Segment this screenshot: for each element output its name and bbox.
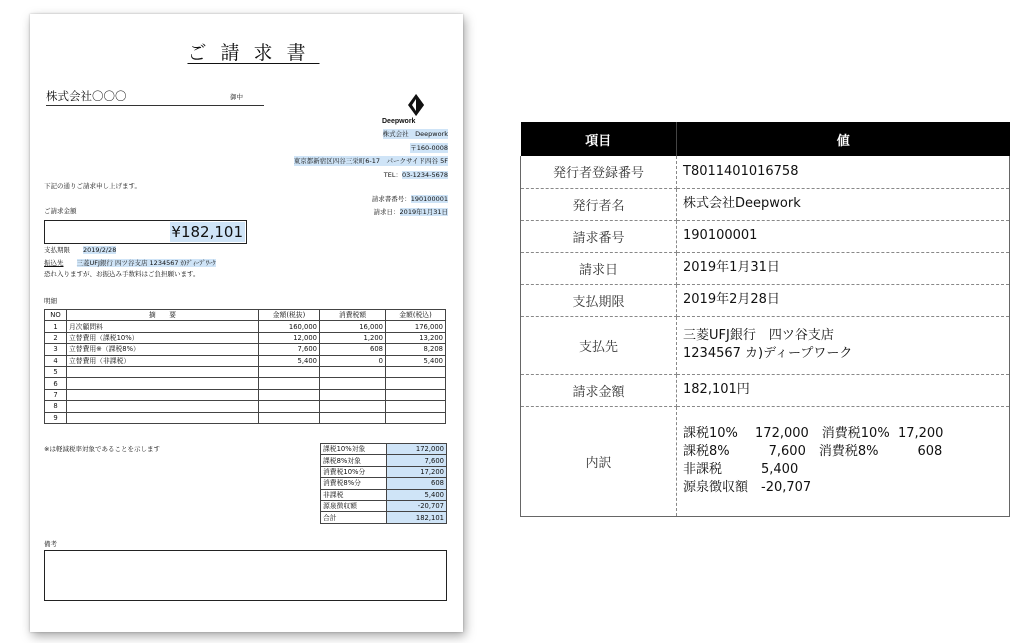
detail-table [44,309,446,424]
detail-cell-gross [386,378,446,389]
detail-cell-desc [67,412,259,423]
detail-cell-tax [320,389,386,400]
detail-cell-no: 7 [45,389,67,400]
detail-cell-gross [386,366,446,377]
extraction-row [521,284,1010,316]
detail-cell-desc [67,389,259,400]
detail-cell-desc [67,401,259,412]
header-key: 項目 [521,122,677,156]
summary-value: 17,200 [387,466,447,477]
extraction-key: 請求日 [521,252,677,284]
detail-cell-desc: 立替費用（課税10%） [67,332,259,343]
summary-value: 5,400 [387,489,447,500]
detail-cell-net [259,378,320,389]
col-gross: 金額(税込) [386,310,446,321]
deepwork-logo-icon [394,92,434,118]
detail-cell-no: 6 [45,378,67,389]
detail-cell-no: 3 [45,344,67,355]
extraction-key: 内訳 [521,406,677,516]
detail-cell-tax [320,412,386,423]
extraction-header [521,122,1010,156]
summary-row [321,500,447,511]
detail-cell-tax: 608 [320,344,386,355]
header-value: 値 [677,122,1010,156]
detail-cell-gross: 13,200 [386,332,446,343]
extraction-row [521,188,1010,220]
invoice-date: 請求日：2019年1月31日 [373,208,448,216]
detail-row [45,321,446,332]
remarks-box [44,550,447,601]
detail-row [45,344,446,355]
extraction-value: 190100001 [677,220,1010,252]
summary-value: 172,000 [387,444,447,455]
detail-cell-gross: 5,400 [386,355,446,366]
extraction-value: 株式会社Deepwork [677,188,1010,220]
extraction-value: 三菱UFJ銀行 四ツ谷支店 1234567 カ)ディープワーク [677,316,1010,374]
detail-cell-desc [67,378,259,389]
due-row: 支払期限 2019/2/28 [44,246,117,254]
amount-box [44,220,247,244]
detail-cell-net [259,401,320,412]
issuer-postal: 〒160-0008 [410,144,448,152]
summary-label: 非課税 [321,489,387,500]
detail-cell-desc: 立替費用※（課税8%） [67,344,259,355]
detail-cell-net [259,366,320,377]
col-net: 金額(税抜) [259,310,320,321]
col-no: NO [45,310,67,321]
summary-value: 182,101 [387,512,447,523]
extraction-key: 請求金額 [521,374,677,406]
col-tax: 消費税額 [320,310,386,321]
extraction-row [521,316,1010,374]
detail-row [45,355,446,366]
extraction-table [520,122,1010,517]
detail-cell-desc [67,366,259,377]
detail-cell-no: 8 [45,401,67,412]
detail-cell-no: 4 [45,355,67,366]
extraction-value: T8011401016758 [677,156,1010,188]
summary-row [321,489,447,500]
amount-value: ¥182,101 [171,223,243,241]
detail-cell-gross: 176,000 [386,321,446,332]
summary-row [321,455,447,466]
detail-cell-no: 9 [45,412,67,423]
detail-cell-no: 2 [45,332,67,343]
detail-cell-tax: 16,000 [320,321,386,332]
issuer-company: 株式会社 Deepwork [382,130,448,138]
extraction-key: 発行者名 [521,188,677,220]
detail-cell-gross [386,401,446,412]
recipient-suffix: 御中 [230,93,243,101]
detail-row [45,378,446,389]
detail-cell-desc: 立替費用（非課税） [67,355,259,366]
detail-cell-tax [320,401,386,412]
detail-row [45,389,446,400]
detail-cell-gross [386,389,446,400]
detail-cell-net: 160,000 [259,321,320,332]
reduced-rate-note: ※は軽減税率対象であることを示します [44,445,160,453]
detail-cell-net [259,412,320,423]
detail-cell-gross [386,412,446,423]
extraction-key: 支払先 [521,316,677,374]
logo-text: Deepwork [382,118,416,125]
extraction-value: 2019年2月28日 [677,284,1010,316]
remarks-label: 備考 [44,540,57,548]
detail-row [45,332,446,343]
detail-row [45,366,446,377]
summary-label: 源泉徴収額 [321,500,387,511]
extraction-value: 課税10% 172,000 消費税10% 17,200 課税8% 7,600 消費税8% 608 非課税 5,400 源泉徴収額 -20,707 [677,406,1010,516]
summary-row [321,466,447,477]
issuer-address: 東京都新宿区四谷三栄町6-17 パークサイド四谷 5F [293,157,448,165]
detail-cell-tax [320,366,386,377]
extraction-row [521,156,1010,188]
summary-label: 消費税8%分 [321,478,387,489]
extraction-key: 支払期限 [521,284,677,316]
detail-cell-no: 1 [45,321,67,332]
fee-note: 恐れ入りますが、お振込み手数料はご負担願います。 [44,270,200,278]
extraction-row [521,374,1010,406]
detail-label: 明細 [44,297,57,305]
summary-row [321,512,447,523]
invoice-title: ご請求書 [187,42,320,64]
bank-row: 振込先 三菱UFJ銀行 四ツ谷支店 1234567 ｶ)ﾃﾞｨｰﾌﾟﾜｰｸ [44,259,216,267]
invoice-document [30,14,463,632]
extraction-row [521,220,1010,252]
detail-row [45,412,446,423]
summary-row [321,478,447,489]
summary-value: -20,707 [387,500,447,511]
summary-row [321,444,447,455]
detail-row [45,401,446,412]
issuer-tel: TEL：03-1234-5678 [383,171,448,179]
intro-text: 下記の通りご請求申し上げます。 [44,182,141,190]
detail-cell-tax: 1,200 [320,332,386,343]
detail-cell-net: 5,400 [259,355,320,366]
recipient-name: 株式会社〇〇〇 [46,88,264,106]
extraction-value: 182,101円 [677,374,1010,406]
col-desc: 摘 要 [67,310,259,321]
extraction-key: 発行者登録番号 [521,156,677,188]
summary-label: 合計 [321,512,387,523]
detail-cell-net [259,389,320,400]
extraction-key: 請求番号 [521,220,677,252]
summary-value: 608 [387,478,447,489]
detail-header [45,310,446,321]
detail-cell-net: 7,600 [259,344,320,355]
detail-cell-tax: 0 [320,355,386,366]
summary-label: 課税8%対象 [321,455,387,466]
amount-label: ご請求金額 [44,207,77,215]
extraction-value: 2019年1月31日 [677,252,1010,284]
detail-cell-tax [320,378,386,389]
detail-cell-no: 5 [45,366,67,377]
detail-cell-desc: 月次顧問料 [67,321,259,332]
summary-label: 消費税10%分 [321,466,387,477]
extraction-row [521,406,1010,516]
invoice-number: 請求書番号：190100001 [371,195,448,203]
extraction-row [521,252,1010,284]
detail-cell-net: 12,000 [259,332,320,343]
detail-cell-gross: 8,208 [386,344,446,355]
summary-table [320,443,447,524]
summary-label: 課税10%対象 [321,444,387,455]
summary-value: 7,600 [387,455,447,466]
